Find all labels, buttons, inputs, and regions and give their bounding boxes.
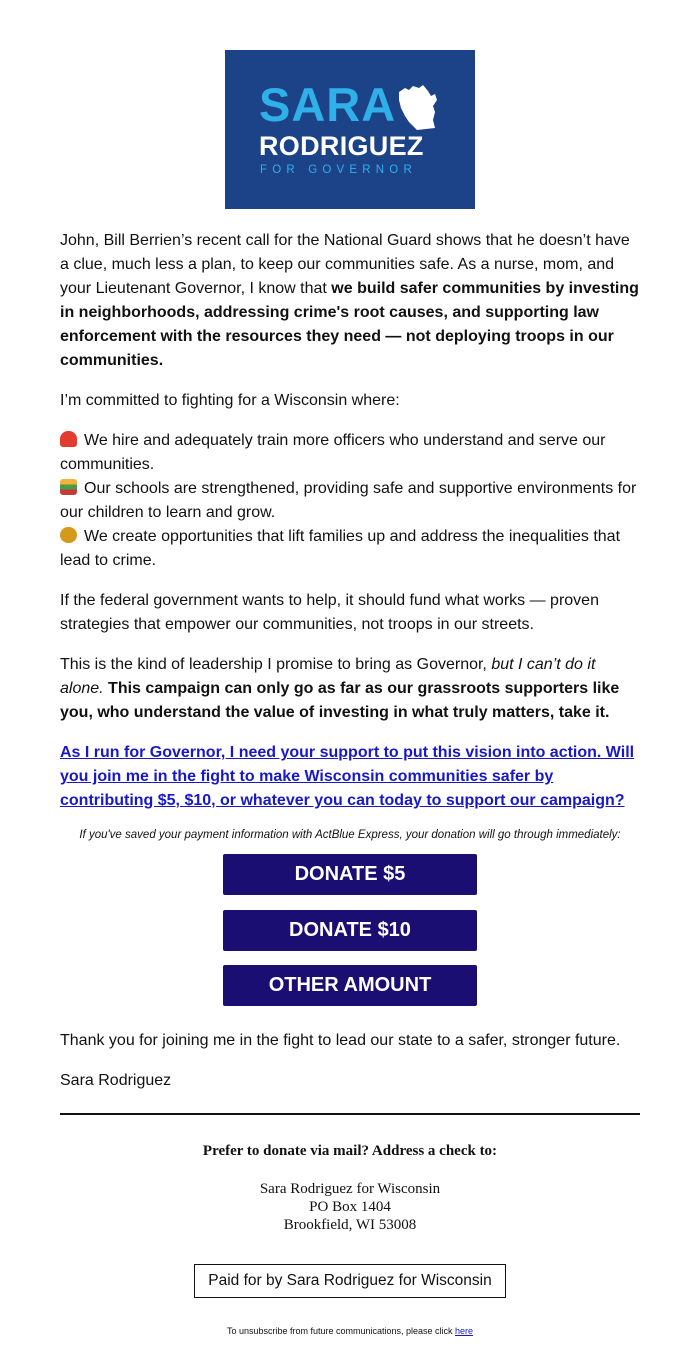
list-item [60, 480, 636, 521]
intro-text: John, Bill Berrien’s recent call for the National Guard shows that he doesn’t have a clue, much less a plan, to keep our communities safe. As a nurse, mom, and your Lieutenant Governor, I know that [60, 232, 630, 297]
donate-10-button[interactable]: DONATE $10 [223, 910, 477, 951]
wisconsin-map-icon [395, 82, 441, 132]
federal-paragraph: If the federal government wants to help, it should fund what works — proven strategies that empower our communities, not troops in our streets. [60, 592, 599, 633]
siren-icon [60, 431, 77, 447]
mail-heading: Prefer to donate via mail? Address a check to: [202, 1143, 498, 1159]
list-item [60, 528, 620, 569]
leadership-italic-text: but I can’t do it alone. [60, 656, 596, 697]
logo-last-name: RODRIGUEZ [259, 131, 424, 161]
intro-bold-text: we build safer communities by investing in neighborhoods, addressing crime's root causes, and supporting law enforcement with the resources they need — not deploying troops in our communities. [60, 280, 639, 369]
address-line: PO Box 1404 [309, 1199, 391, 1215]
unsubscribe-line [0, 1326, 700, 1336]
logo-first-name: SARA [259, 78, 397, 131]
mailing-address [0, 1180, 700, 1234]
paid-for-disclaimer: Paid for by Sara Rodriguez for Wisconsin [194, 1264, 506, 1298]
campaign-logo [225, 50, 475, 209]
scales-icon [60, 527, 77, 543]
donate-5-button[interactable]: DONATE $5 [223, 854, 477, 895]
email-body [60, 229, 642, 813]
logo-subtitle: FOR GOVERNOR [260, 164, 417, 176]
address-line: Sara Rodriguez for Wisconsin [259, 1181, 441, 1197]
list-item-text: We hire and adequately train more officers who understand and serve our communities. [60, 432, 606, 473]
actblue-note: If you've saved your payment information with ActBlue Express, your donation will go through immediately: [79, 829, 621, 841]
list-item-text: Our schools are strengthened, providing safe and supportive environments for our children to learn and grow. [60, 480, 637, 521]
leadership-text: This is the kind of leadership I promise to bring as Governor, [60, 656, 492, 673]
divider [60, 1113, 640, 1115]
leadership-bold-text: This campaign can only go as far as our grassroots supporters like you, who understand the value of investing in what truly matters, take it. [60, 680, 620, 721]
list-item-text: We create opportunities that lift families up and address the inequalities that lead to crime. [60, 528, 621, 569]
intro-paragraph [60, 229, 642, 373]
unsubscribe-text: To unsubscribe from future communications, please click [226, 1326, 456, 1336]
commitment-list [60, 429, 642, 573]
books-icon [60, 479, 77, 495]
closing [60, 1029, 642, 1093]
thanks-text: Thank you for joining me in the fight to lead our state to a safer, stronger future. [60, 1032, 621, 1049]
signature: Sara Rodriguez [60, 1072, 172, 1089]
leadership-paragraph [60, 653, 642, 725]
other-amount-button[interactable]: OTHER AMOUNT [223, 965, 477, 1006]
donate-cta-link[interactable]: As I run for Governor, I need your support to put this vision into action. Will you join me in the fight to make Wisconsin communities safer by contributing $5, $10, or whatever you can today to support our campaign? [60, 744, 635, 809]
unsubscribe-link[interactable]: here [455, 1326, 474, 1336]
address-line: Brookfield, WI 53008 [283, 1217, 417, 1233]
list-item [60, 432, 606, 473]
commitment-paragraph: I’m committed to fighting for a Wisconsin where: [60, 392, 400, 409]
